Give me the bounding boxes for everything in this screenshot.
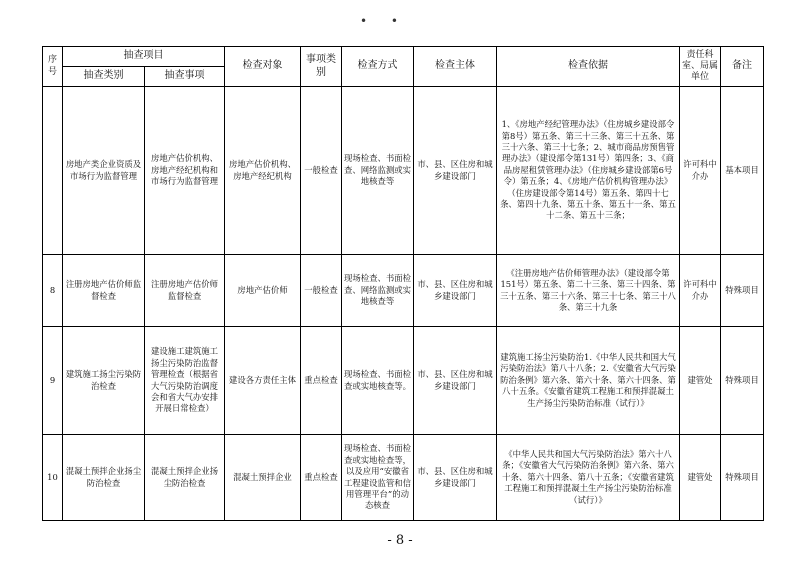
row-category: 建筑施工扬尘污染防治检查 xyxy=(63,327,145,435)
row-type: 重点检查 xyxy=(301,435,342,521)
row-note: 特殊项目 xyxy=(721,435,764,521)
row-basis: 1、《房地产经纪管理办法》（住房城乡建设部令第8号）第五条、第三十三条、第三十五条、第三十六条、第三十七条；2、城市商品房预售管理办法》（建设部令第131号）第四条；3、《商品房屋租赁管理办法》（住房城乡建设部第6号令）第五条；4、《房地产估价机构管理办法》（住房建设部令第14号）第五条、第四十七条、第四十九条、第五十条、第五十一条、第五十二条、第五十三条； xyxy=(497,87,680,255)
header-dept: 责任科室、局属单位 xyxy=(680,47,721,87)
row-basis: 《注册房地产估价师管理办法》（建设部令第151号）第五条、第二十三条、第三十四条、第三十五条、第三十六条、第三十七条、第三十八条、第三十九条 xyxy=(497,255,680,327)
header-category: 抽查类别 xyxy=(63,67,145,87)
header-row xyxy=(43,47,764,67)
row-basis: 建筑施工扬尘污染防治1.《中华人民共和国大气污染防治法》第八十八条；2.《安徽省大气污染防治条例》第六条、第六十条、第六十四条、第八十五条。《安徽省建筑工程施工和预拌混凝土生产扬尘污染防治标准（试行）》 xyxy=(497,327,680,435)
row-subject: 市、县、区住房和城乡建设部门 xyxy=(414,255,497,327)
header-note: 备注 xyxy=(721,47,764,87)
row-basis: 《中华人民共和国大气污染防治法》第六十八条；《安徽省大气污染防治条例》第六条、第六十条、第六十四条、第八十五条；《安徽省建筑工程施工和预拌混凝土生产扬尘污染防治标准（试行）》 xyxy=(497,435,680,521)
row-seq: 8 xyxy=(43,255,63,327)
row-type: 一般检查 xyxy=(301,255,342,327)
header-seq: 序号 xyxy=(43,47,63,87)
row-note: 基本项目 xyxy=(721,87,764,255)
row-type: 一般检查 xyxy=(301,87,342,255)
row-method: 现场检查、书面检查或实地检查等，以及应用“安徽省工程建设监管和信用管理平台”的动态核查 xyxy=(342,435,414,521)
row-matter: 房地产估价机构、房地产经纪机构和市场行为监督管理 xyxy=(145,87,225,255)
row-subject: 市、县、区住房和城乡建设部门 xyxy=(414,435,497,521)
row-dept: 建管处 xyxy=(680,435,721,521)
row-target: 混凝土预拌企业 xyxy=(225,435,301,521)
row-note: 特殊项目 xyxy=(721,327,764,435)
row-category: 注册房地产估价师监督检查 xyxy=(63,255,145,327)
row-dept: 许可科中介办 xyxy=(680,255,721,327)
table-row xyxy=(43,255,764,327)
row-target: 建设各方责任主体 xyxy=(225,327,301,435)
row-method: 现场检查、书面检查或实地核查等。 xyxy=(342,327,414,435)
header-basis: 检查依据 xyxy=(497,47,680,87)
row-type: 重点检查 xyxy=(301,327,342,435)
row-target: 房地产估价机构、房地产经纪机构 xyxy=(225,87,301,255)
table-row xyxy=(43,87,764,255)
row-method: 现场检查、书面检查、网络监测或实地核查等 xyxy=(342,255,414,327)
row-category: 混凝土预拌企业扬尘防治检查 xyxy=(63,435,145,521)
header-matter: 抽查事项 xyxy=(145,67,225,87)
header-items-group: 抽查项目 xyxy=(63,47,225,67)
row-subject: 市、县、区住房和城乡建设部门 xyxy=(414,87,497,255)
header-target: 检查对象 xyxy=(225,47,301,87)
row-seq xyxy=(43,87,63,255)
top-mark: • • xyxy=(360,14,408,28)
row-dept: 许可科中介办 xyxy=(680,87,721,255)
row-seq: 9 xyxy=(43,327,63,435)
header-method: 检查方式 xyxy=(342,47,414,87)
row-dept: 建管处 xyxy=(680,327,721,435)
row-method: 现场检查、书面检查、网络监测或实地核查等 xyxy=(342,87,414,255)
inspection-table xyxy=(42,46,764,521)
row-subject: 市、县、区住房和城乡建设部门 xyxy=(414,327,497,435)
row-matter: 注册房地产估价师监督检查 xyxy=(145,255,225,327)
row-matter: 混凝土预拌企业扬尘防治检查 xyxy=(145,435,225,521)
header-type: 事项类别 xyxy=(301,47,342,87)
row-seq: 10 xyxy=(43,435,63,521)
row-target: 房地产估价师 xyxy=(225,255,301,327)
row-matter: 建设施工建筑施工扬尘污染防治监督管理检查（根据省大气污染防治调度会和省大气办安排开展日常检查） xyxy=(145,327,225,435)
table-row xyxy=(43,327,764,435)
table-row xyxy=(43,435,764,521)
header-subject: 检查主体 xyxy=(414,47,497,87)
row-note: 特殊项目 xyxy=(721,255,764,327)
page-number: - 8 - xyxy=(387,533,413,548)
row-category: 房地产类企业资质及市场行为监督管理 xyxy=(63,87,145,255)
